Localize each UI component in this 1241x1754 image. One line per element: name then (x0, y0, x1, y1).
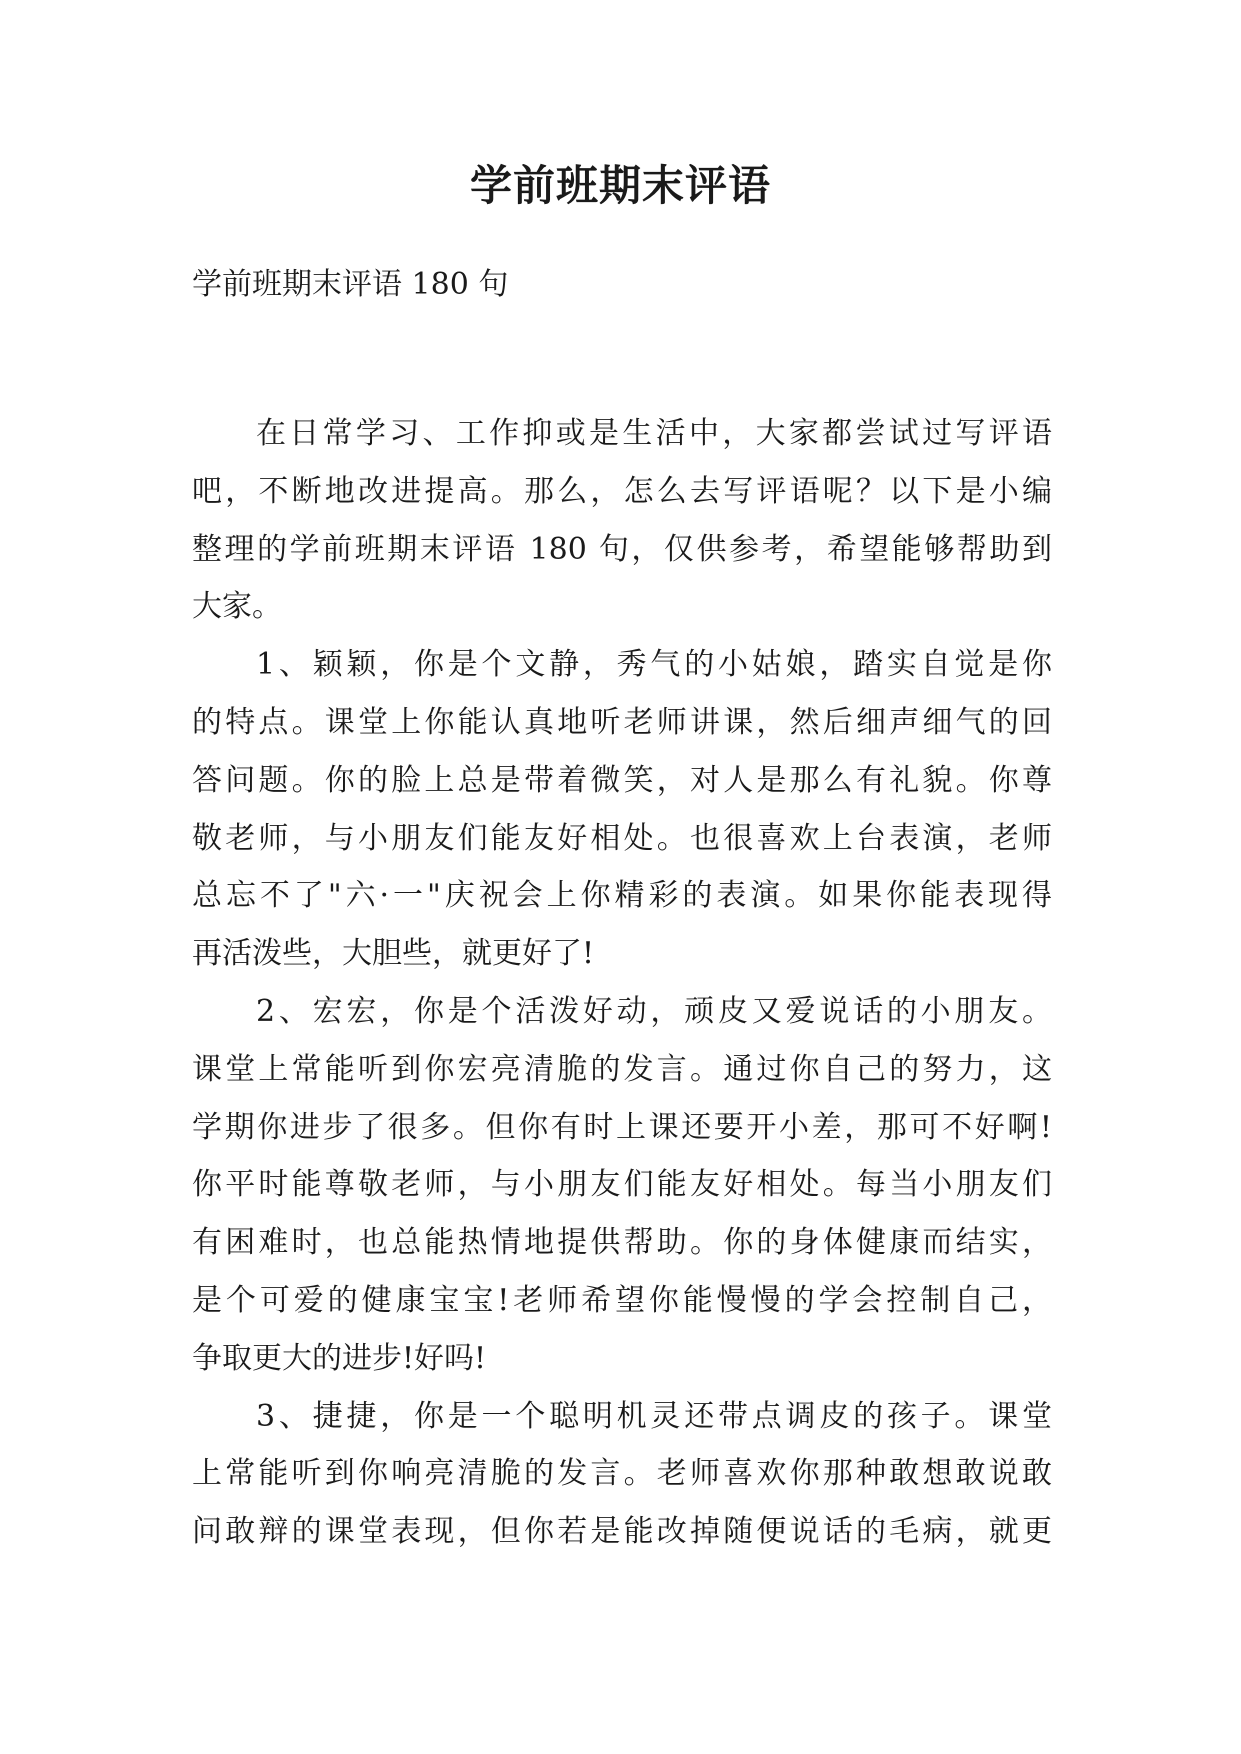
text-line: 1、颖颖，你是个文静，秀气的小姑娘，踏实自觉是你 (256, 647, 1052, 683)
text-line: 学期你进步了很多。但你有时上课还要开小差，那可不好啊! (192, 1109, 1052, 1145)
text-line: 的特点。课堂上你能认真地听老师讲课，然后细声细气的回 (192, 704, 1052, 740)
text-line: 是个可爱的健康宝宝!老师希望你能慢慢的学会控制自己， (192, 1282, 1052, 1318)
text-line: 再活泼些，大胆些，就更好了! (192, 936, 595, 972)
paragraph-comment-2 (192, 983, 1052, 1388)
document-body (192, 405, 1052, 1561)
paragraph-comment-1 (192, 636, 1052, 983)
text-line: 你平时能尊敬老师，与小朋友们能友好相处。每当小朋友们 (192, 1167, 1052, 1203)
text-line: 有困难时，也总能热情地提供帮助。你的身体健康而结实， (192, 1225, 1052, 1261)
text-line: 3、捷捷，你是一个聪明机灵还带点调皮的孩子。课堂 (256, 1398, 1052, 1434)
text-line: 问敢辩的课堂表现，但你若是能改掉随便说话的毛病，就更 (192, 1514, 1052, 1550)
text-line: 整理的学前班期末评语 180 句，仅供参考，希望能够帮助到 (192, 531, 1052, 567)
text-line: 课堂上常能听到你宏亮清脆的发言。通过你自己的努力，这 (192, 1051, 1052, 1087)
text-line: 2、宏宏，你是个活泼好动，顽皮又爱说话的小朋友。 (256, 993, 1052, 1029)
text-line: 大家。 (192, 589, 282, 625)
text-line: 争取更大的进步!好吗! (192, 1340, 487, 1376)
document-title: 学前班期末评语 (469, 161, 771, 210)
text-line: 吧，不断地改进提高。那么，怎么去写评语呢？以下是小编 (192, 473, 1052, 509)
text-line: 上常能听到你响亮清脆的发言。老师喜欢你那种敢想敢说敢 (192, 1456, 1052, 1492)
text-line: 敬老师，与小朋友们能友好相处。也很喜欢上台表演，老师 (192, 820, 1052, 856)
text-line: 答问题。你的脸上总是带着微笑，对人是那么有礼貌。你尊 (192, 762, 1052, 798)
text-line: 总忘不了"六·一"庆祝会上你精彩的表演。如果你能表现得 (192, 878, 1052, 914)
paragraph-comment-3 (192, 1388, 1052, 1561)
text-line: 在日常学习、工作抑或是生活中，大家都尝试过写评语 (256, 416, 1052, 451)
paragraph-intro (192, 405, 1052, 636)
document-subtitle: 学前班期末评语 180 句 (192, 267, 509, 302)
